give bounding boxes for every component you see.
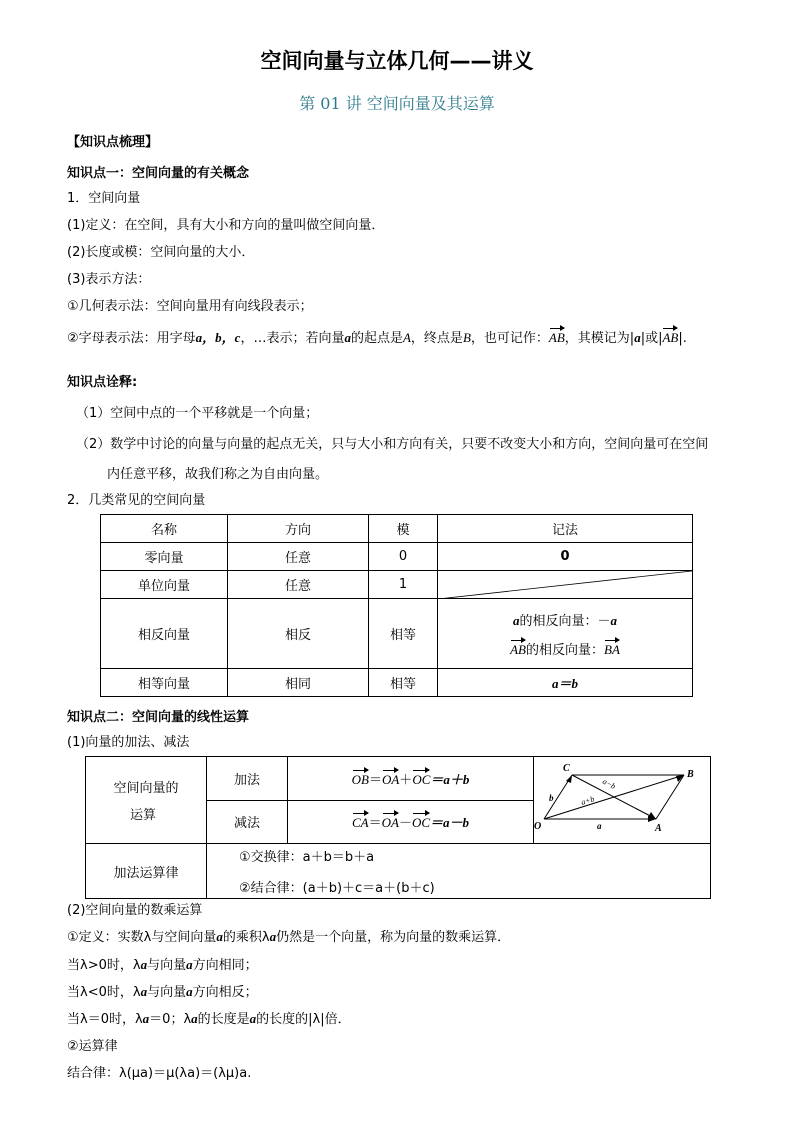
table-header: 方向	[228, 515, 369, 543]
vector-ca: CA	[351, 815, 369, 831]
addition-formula: OB＝OA＋OC＝a＋b	[288, 757, 534, 801]
kp1-representation: (3)表示方法：	[67, 272, 151, 287]
text-span: a	[344, 330, 351, 345]
table-cell: 相等	[369, 669, 438, 697]
table-cell: 任意	[228, 571, 369, 599]
laws-heading: ②运算律	[67, 1039, 118, 1054]
text-span: a	[634, 330, 641, 345]
case-zero	[67, 1008, 351, 1027]
diagonal-line	[438, 571, 692, 599]
text-span: ＝a＋b	[430, 771, 470, 787]
text-span: 仍然是一个向量，称为向量的数乘运算．	[276, 930, 511, 945]
text-span: ＝0；λ	[149, 1012, 192, 1027]
kp1-length: (2)长度或模：空间向量的大小．	[67, 245, 255, 260]
text-span: a	[610, 612, 617, 628]
table-cell: 加法运算律	[86, 844, 207, 899]
text-span: 当λ＝0时，λ	[67, 1012, 143, 1027]
addition-laws-cell	[207, 844, 711, 899]
opposite-a-line	[438, 610, 692, 629]
text-span: a	[191, 1011, 198, 1026]
text-span: a，b，c	[195, 330, 241, 345]
table-cell: 相等向量	[101, 669, 228, 697]
text-span: 与向量	[147, 958, 187, 973]
kp1-item1: 1．空间向量	[67, 191, 141, 206]
text-span: 当λ>0时，λ	[67, 958, 141, 973]
text-span: a	[142, 1011, 150, 1026]
associative-scalar-law: 结合律：λ(μa)＝μ(λa)＝(λμ)a.	[67, 1066, 252, 1081]
table-cell-diagonal	[438, 571, 693, 599]
kp2-heading: 知识点二：空间向量的线性运算	[67, 710, 250, 725]
text-span: 的长度的|λ|倍．	[256, 1012, 351, 1027]
vector-oa: OA	[381, 815, 399, 831]
kp1-geometric: ①几何表示法：空间向量用有向线段表示；	[67, 299, 313, 314]
label-vec-b: b	[549, 793, 554, 803]
note-1: （1）空间中点的一个平移就是一个向量；	[76, 406, 319, 421]
text-span: |.	[678, 331, 687, 346]
text-span: a	[186, 957, 193, 972]
text-span: ，终点是	[410, 331, 463, 346]
table-header: 记法	[438, 515, 693, 543]
scalar-definition	[67, 926, 510, 945]
vector-ob: OB	[351, 771, 369, 787]
text-span: ，…表示；若向量	[240, 331, 345, 346]
associative-law: ②结合律：(a＋b)＋c＝a＋(b＋c)	[239, 881, 435, 896]
label-c: C	[563, 763, 570, 774]
text-span: 与向量	[147, 985, 187, 1000]
table-cell: 相反向量	[101, 599, 228, 669]
text-span: B	[462, 330, 471, 345]
item2-heading: 2．几类常见的空间向量	[67, 493, 206, 508]
kp1-definition: (1)定义：在空间，具有大小和方向的量叫做空间向量．	[67, 218, 385, 233]
label-a: A	[655, 823, 662, 834]
text-span: 的起点是	[350, 331, 403, 346]
text-span: a	[512, 612, 520, 628]
text-span: ，也可记作：	[470, 331, 549, 346]
table-cell: 加法	[207, 757, 288, 801]
vector-types-table	[100, 514, 693, 697]
note-2a: （2）数学中讨论的向量与向量的起点无关，只与大小和方向有关，只要不改变大小和方向，空间向量可在空间	[76, 437, 709, 452]
text-span: a	[216, 929, 223, 944]
table-cell: 相等	[369, 599, 438, 669]
commutative-law: ①交换律：a＋b＝b＋a	[239, 850, 375, 865]
text-span: |或|	[640, 331, 663, 346]
text-span: ①定义：实数λ与空间向量	[67, 930, 217, 945]
text-span: a	[269, 929, 277, 944]
table-cell: 减法	[207, 800, 288, 844]
text-span: A	[402, 330, 411, 345]
table-cell: 任意	[228, 543, 369, 571]
text-span: a	[186, 984, 193, 999]
vector-ab: AB	[548, 330, 565, 345]
parallelogram-diagram-cell	[534, 757, 711, 844]
vector-oa: OA	[381, 771, 400, 787]
kp1-alphabetic	[67, 327, 687, 346]
page-subtitle: 第 01 讲 空间向量及其运算	[299, 94, 495, 113]
text-span: ，其模记为|	[564, 331, 635, 346]
text-span: ②字母表示法：用字母	[67, 331, 196, 346]
vector-ba: BA	[604, 641, 620, 657]
section-header: 【知识点梳理】	[67, 135, 159, 150]
subtraction-formula: CA＝OA－OC＝a－b	[288, 800, 534, 844]
text-span: 的相反向量：－	[519, 613, 611, 629]
table-cell	[86, 757, 207, 844]
table-cell	[438, 599, 693, 669]
table-cell: 1	[369, 571, 438, 599]
case-positive	[67, 954, 258, 973]
text-span: a	[249, 1011, 257, 1026]
vector-ab: AB	[662, 330, 679, 345]
label-vec-a: a	[597, 821, 602, 831]
opposite-ab-line	[438, 639, 692, 658]
label-o: O	[534, 821, 542, 832]
label-b: B	[687, 769, 694, 780]
kp2-sub2: (2)空间向量的数乘运算	[67, 903, 203, 918]
text-span: 当λ<0时，λ	[67, 985, 141, 1000]
text-span: 空间向量的	[113, 781, 179, 796]
table-cell: 0	[369, 543, 438, 571]
table-header: 名称	[101, 515, 228, 543]
linear-ops-table	[85, 756, 711, 899]
text-span: 方向相反；	[192, 985, 258, 1000]
text-span: 方向相同；	[192, 958, 258, 973]
text-span: 运算	[130, 808, 157, 823]
table-cell: 0	[438, 543, 693, 571]
parallelogram-diagram	[534, 757, 710, 839]
kp2-sub1: (1)向量的加法、减法	[67, 735, 190, 750]
table-cell: a＝b	[438, 669, 693, 697]
label-a-plus-b: a+b	[579, 794, 596, 807]
text-span: a	[140, 984, 148, 999]
label-a-minus-b: a−b	[601, 776, 618, 792]
side-ab	[656, 775, 684, 819]
page-title: 空间向量与立体几何——讲义	[260, 49, 534, 73]
vector-oc: OC	[411, 815, 431, 831]
table-cell: 相同	[228, 669, 369, 697]
note-2b: 内任意平移，故我们称之为自由向量。	[107, 467, 329, 482]
table-cell: 单位向量	[101, 571, 228, 599]
table-cell: 零向量	[101, 543, 228, 571]
table-header: 模	[369, 515, 438, 543]
kp1-heading: 知识点一：空间向量的有关概念	[67, 166, 250, 181]
vector-ab: AB	[510, 641, 526, 657]
text-span: ＝a－b	[430, 815, 470, 831]
notes-heading: 知识点诠释:	[67, 375, 138, 390]
text-span: a	[140, 957, 148, 972]
vector-oc: OC	[412, 771, 431, 787]
text-span: 的长度是	[197, 1012, 250, 1027]
table-cell: 相反	[228, 599, 369, 669]
case-negative	[67, 981, 258, 1000]
text-span: 的相反向量：	[525, 642, 604, 658]
arrowhead	[566, 775, 572, 783]
text-span: 的乘积λ	[222, 930, 270, 945]
